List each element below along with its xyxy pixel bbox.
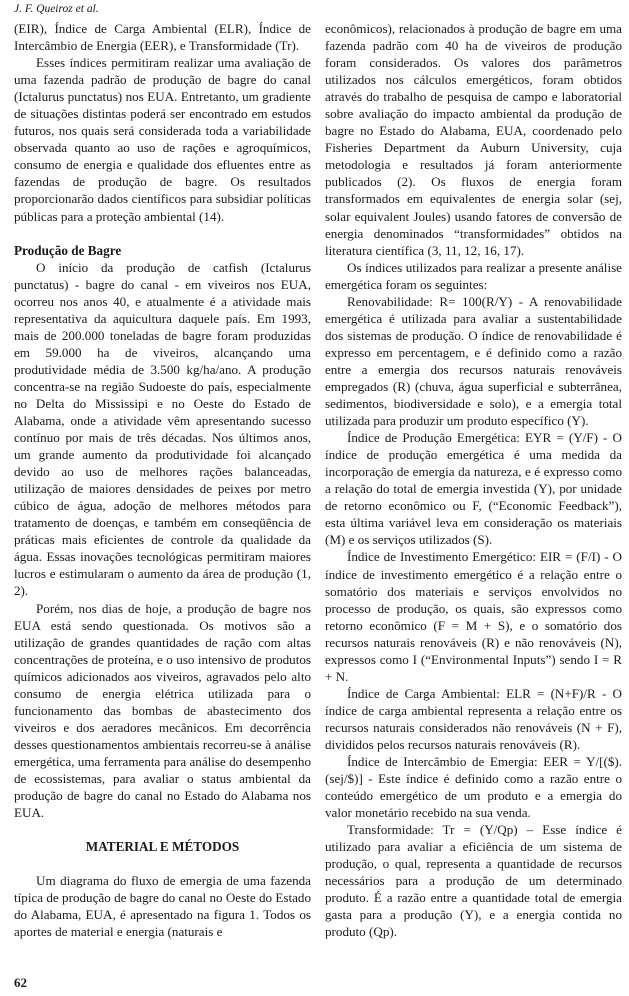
paragraph: Porém, nos dias de hoje, a produção de bagre nos EUA está sendo questionada. Os motivos são a utilização de grandes quantidades de ração com altas concentrações de proteína, e o uso intensivo de produtos químicos adicionados aos viveiros, agravados pelo alto consumo de energia elétrica utilizada para o funcionamento das bombas de abastecimento dos viveiros e dos aeradores mecânicos. Em decorrência desses questionamentos ambientais recorreu-se à análise emergética, uma ferramenta para análise do desempenho de ecossistemas, para avaliar o status ambiental da produção de bagre do canal no Estado do Alabama nos EUA.	[14, 600, 311, 821]
paragraph: econômicos), relacionados à produção de bagre em uma fazenda padrão com 40 ha de viveiros de produção foram considerados. Os valores dos parâmetros utilizados nos cálculos emergéticos, foram obtidos através do trabalho de pesquisa de campo e laboratorial sobre avaliação do impacto ambiental da produção de bagre no Estado do Alabama, EUA, coordenado pelo Fisheries Department da Auburn University, cuja metodologia e resultados já foram anteriormente publicados (2). Os fluxos de energia foram transformados em equivalentes de energia solar (sej, solar equivalent Joules) usando fatores de conversão de energia denominados “transformidades” obtidos na literatura científica (3, 11, 12, 16, 17).	[325, 21, 622, 258]
page-number: 62	[14, 975, 27, 990]
paragraph: Um diagrama do fluxo de emergia de uma fazenda típica de produção de bagre do canal no Oeste do Estado do Alabama, EUA, é apresentado na figura 1. Todos os aportes de material e energia (naturais e	[14, 873, 311, 940]
paragraph: (EIR), Índice de Carga Ambiental (ELR), Índice de Intercâmbio de Energia (EER), e Transformidade (Tr).	[14, 21, 311, 54]
paragraph: Índice de Intercâmbio de Emergia: EER = Y/[($).(sej/$)] - Este índice é definido como a razão entre o conteúdo emergético de um produto e a emergia do valor monetário recebido na sua venda.	[325, 754, 622, 821]
paragraph: Renovabilidade: R= 100(R/Y) - A renovabilidade emergética é utilizada para avaliar a sustentabilidade dos sistemas de produção. O índice de renovabilidade é expresso em percentagem, e é definido como a razão entre a emergia dos recursos naturais renováveis empregados (R) (chuva, água superficial e subterrânea, sedimentos, biodiversidade e solo), e a emergia total utilizada para produzir um produto específico (Y).	[325, 293, 622, 429]
paragraph: Índice de Carga Ambiental: ELR = (N+F)/R - O índice de carga ambiental representa a relação entre os recursos naturais considerados não renováveis (N + F), divididos pelos recursos naturais renováveis (R).	[325, 685, 622, 752]
section-heading: Produção de Bagre	[14, 242, 122, 258]
paragraph: Os índices utilizados para realizar a presente análise emergética foram os seguintes:	[325, 259, 622, 292]
paragraph: O início da produção de catfish (Ictalurus punctatus) - bagre do canal - em viveiros nos EUA, ocorreu nos anos 40, e atualmente é a atividade mais representativa da aquicultura daquele país. Em 1993, mais de 200.000 toneladas de bagre foram produzidas em 59.000 ha de viveiros, alcançando uma produtividade média de 3.500 kg/ha/ano. A produção concentra-se na região Sudoeste do país, especialmente no Delta do Mississipi e no Oeste do Estado de Alabama, onde a atividade vêm apresentando sucesso contínuo por mais de três décadas. Nos últimos anos, um grande aumento da produtividade foi alcançado devido ao uso de melhores rações balanceadas, utilização de maiores densidades de peixes por metro cúbico de água, adoção de melhores métodos para tratamento de doenças, e também em conseqüência de práticas mais eficientes de controle da qualidade da água. Essas inovações tecnológicas permitiram maiores lucros e estimularam o aumento da área de produção (1, 2).	[14, 259, 311, 599]
left-column	[14, 20, 311, 940]
right-column	[325, 20, 622, 941]
running-head: J. F. Queiroz et al.	[14, 3, 99, 15]
paragraph: Transformidade: Tr = (Y/Qp) – Esse índice é utilizado para avaliar a eficiência de um sistema de produção, o qual, representa a quantidade de recursos necessários para a produção de um determinado produto. É a razão entre a quantidade total de emergia gasta para a produção (Y), e a energia contida no produto (Qp).	[325, 822, 622, 940]
paragraph: Índice de Investimento Emergético: EIR = (F/I) - O índice de investimento emergético é a relação entre o somatório dos materiais e serviços envolvidos no processo de produção, os quais, são expressos como retorno econômico (F = M + S), e o somatório dos recursos naturais renováveis (R) e não renováveis (N), expressos como I (“Environmental Inputs”) sendo I = R + N.	[325, 549, 622, 684]
paragraph: Índice de Produção Emergética: EYR = (Y/F) - O índice de produção emergética é uma medida da incorporação de emergia da natureza, e é expresso como a relação do total de emergia investida (Y), por unidade de retorno econômico ou F, (“Economic Feedback”), esta última variável leva em consideração os materiais (M) e os serviços utilizados (S).	[325, 430, 622, 548]
section-heading: MATERIAL E MÉTODOS	[85, 839, 240, 855]
paragraph: Esses índices permitiram realizar uma avaliação de uma fazenda padrão de produção de bagre do canal (Ictalurus punctatus) nos EUA. Entretanto, um gradiente de situações distintas poderá ser encontrado em estudos futuros, nos quais será considerada toda a variabilidade observada quanto ao uso de rações e agroquímicos, consumo de energia e qualidade dos efluentes entre as fazendas de produção de bagre. Os resultados proporcionarão dados científicos para subsidiar políticas públicas para a proteção ambiental (14).	[14, 55, 311, 224]
